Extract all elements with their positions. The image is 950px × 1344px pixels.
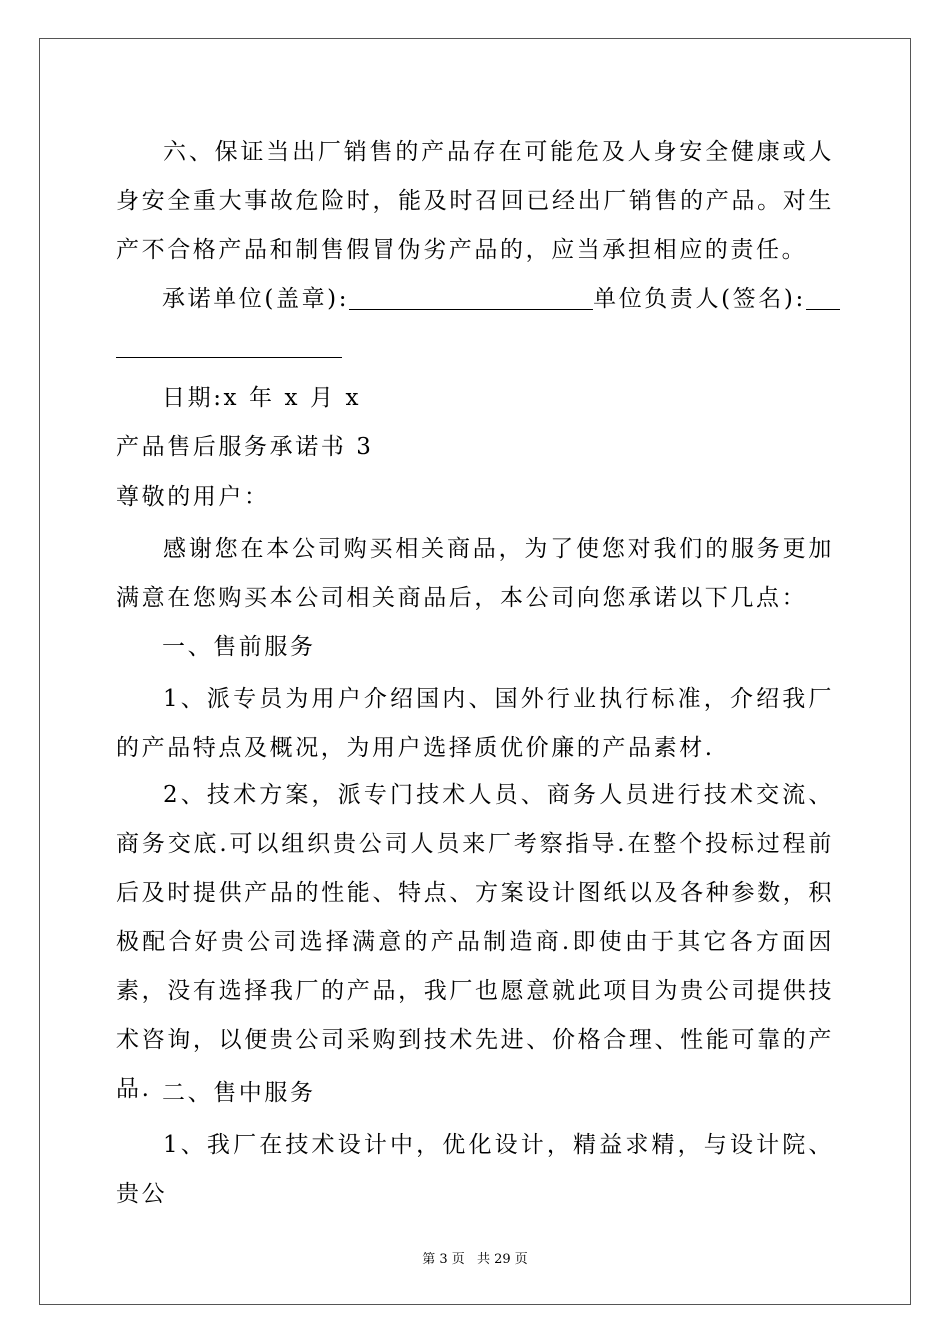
- intro-paragraph: 感谢您在本公司购买相关商品，为了使您对我们的服务更加满意在您购买本公司相关商品后，本公司向您承诺以下几点：: [116, 536, 834, 611]
- greeting: 尊敬的用户：: [116, 484, 270, 510]
- presale-item-1: 1、派专员为用户介绍国内、国外行业执行标准，介绍我厂的产品特点及概况，为用户选择质优价廉的产品素材.: [116, 686, 834, 761]
- doc-title: 产品售后服务承诺书 3: [116, 434, 374, 460]
- page-footer: [0, 1248, 950, 1267]
- sign-unit-blank[interactable]: [349, 285, 593, 310]
- section-insale-heading: 二、售中服务: [162, 1080, 316, 1106]
- sign-person-blank[interactable]: [806, 285, 840, 310]
- section-presale-heading: 一、售前服务: [162, 634, 316, 660]
- presale-item-2: 2、技术方案，派专门技术人员、商务人员进行技术交流、商务交底.可以组织贵公司人员来厂考察指导.在整个投标过程前后及时提供产品的性能、特点、方案设计图纸以及各种参数，积极配合好贵公司选择满意的产品制造商.即使由于其它各方面因素，没有选择我厂的产品，我厂也愿意就此项目为贵公司提供技术咨询，以便贵公司采购到技术先进、价格合理、性能可靠的产品.: [116, 782, 834, 1102]
- paragraph-six: 六、保证当出厂销售的产品存在可能危及人身安全健康或人身安全重大事故危险时，能及时召回已经出厂销售的产品。对生产不合格产品和制售假冒伪劣产品的，应当承担相应的责任。: [116, 139, 834, 263]
- signature-line: [162, 275, 882, 324]
- sign-person-label: 单位负责人(签名):: [593, 286, 806, 312]
- date-line: 日期:x 年 x 月 x: [162, 385, 362, 411]
- insale-item-1: 1、我厂在技术设计中，优化设计，精益求精，与设计院、贵公: [116, 1132, 834, 1207]
- page-number: 第 3 页: [422, 1252, 465, 1267]
- page-total: 共 29 页: [476, 1252, 528, 1267]
- sign-unit-label: 承诺单位(盖章):: [162, 286, 350, 312]
- sign-person-blank-continued[interactable]: [116, 357, 342, 358]
